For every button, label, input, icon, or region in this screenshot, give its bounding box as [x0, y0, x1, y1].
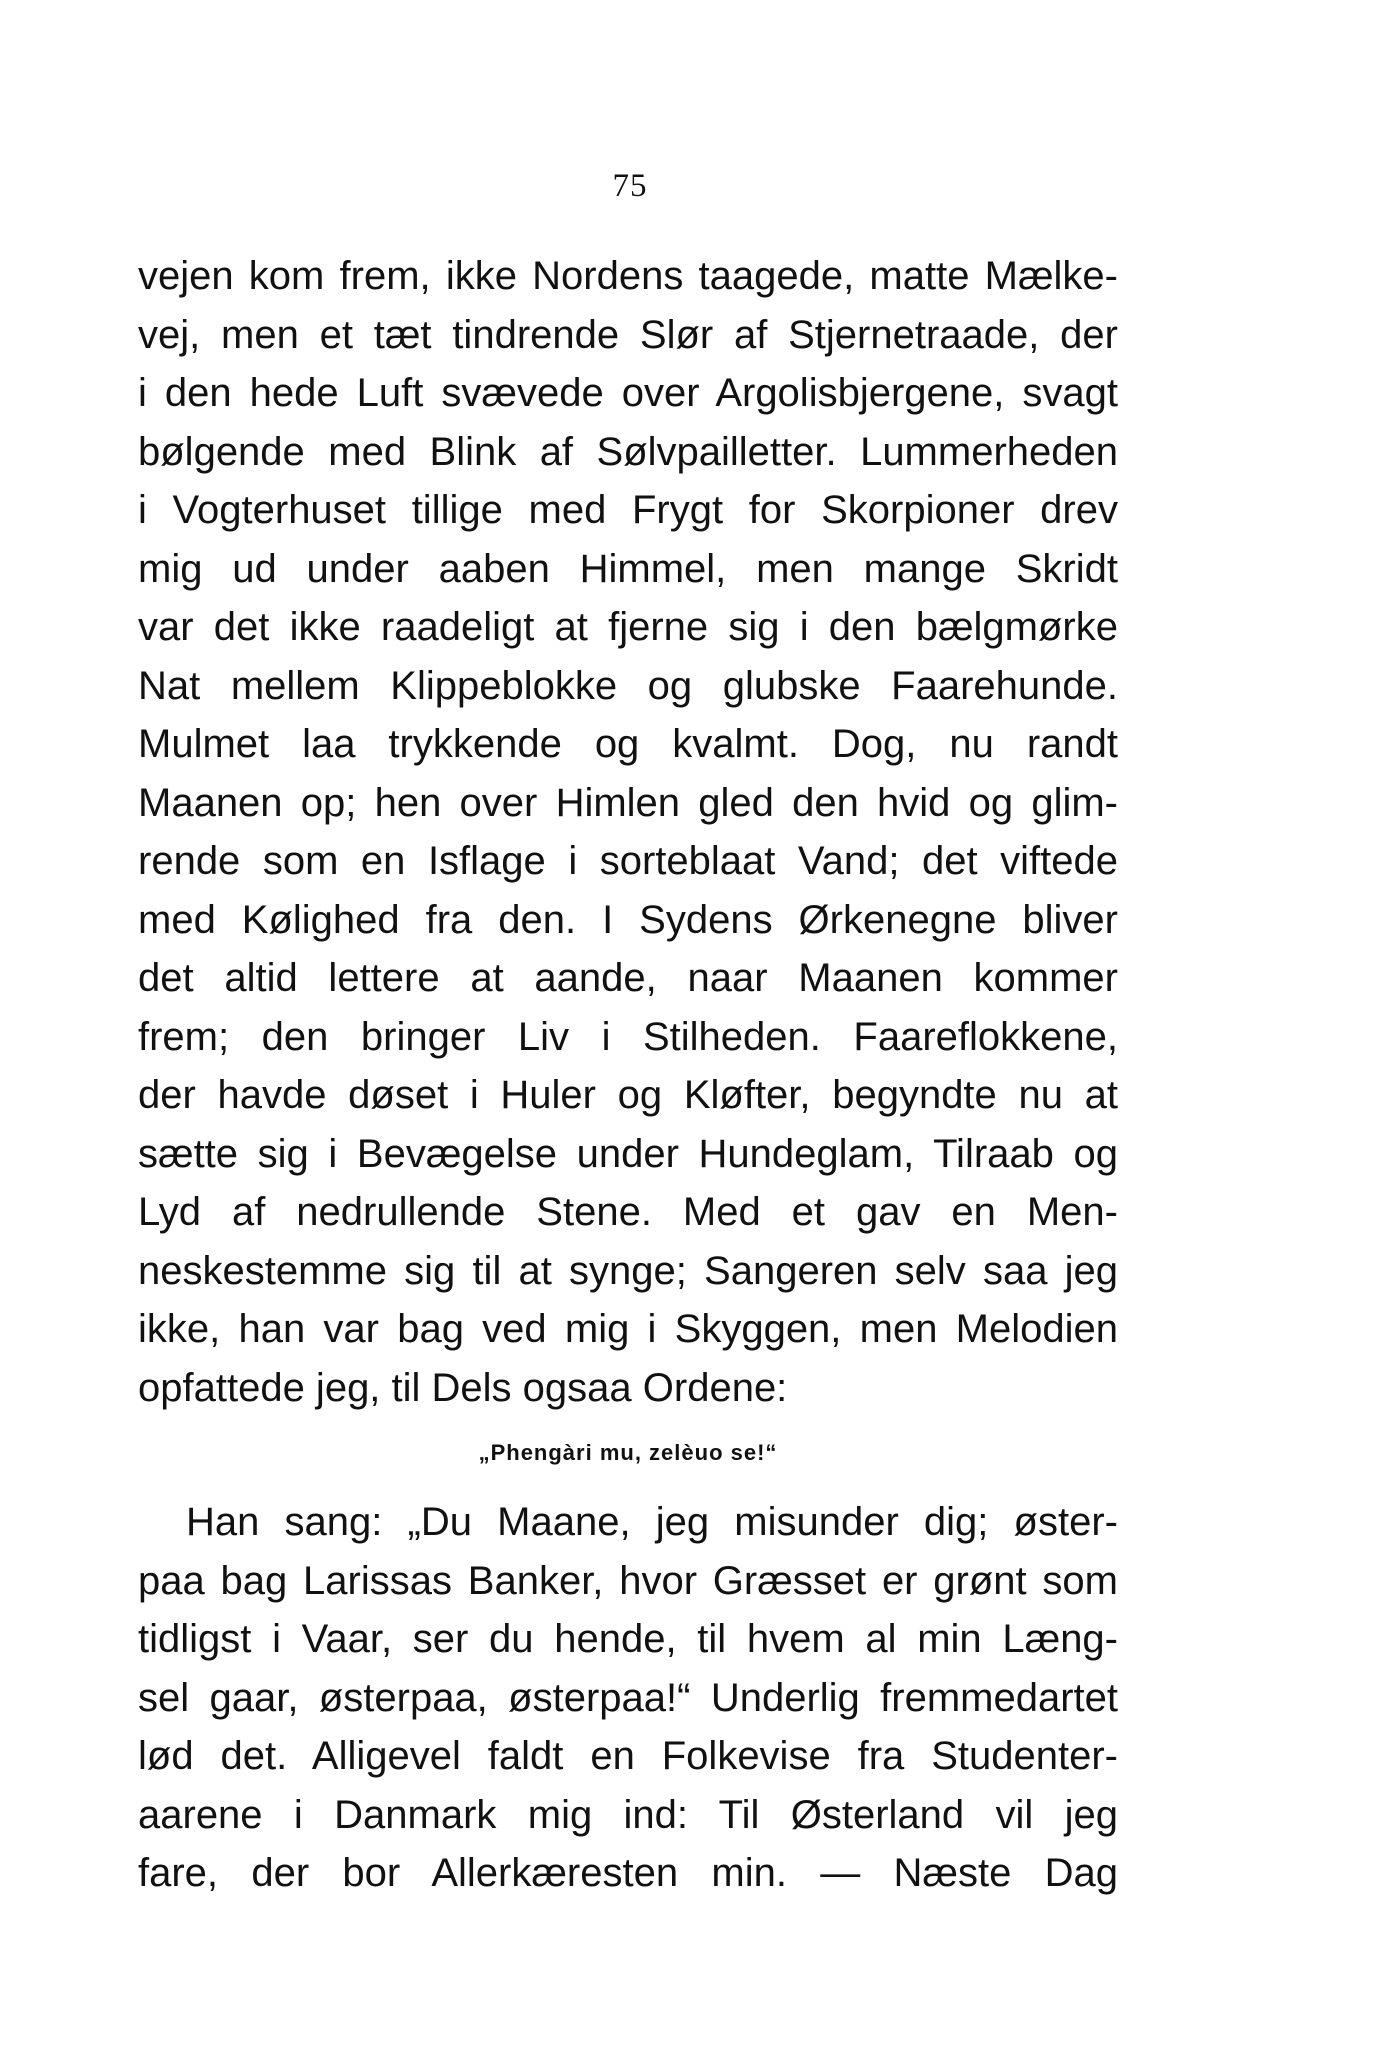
text-line: sætte sig i Bevægelse under Hundeglam, Tilraab og: [138, 1131, 1118, 1176]
text-line: vej, men et tæt tindrende Slør af Stjernetraade, der: [138, 312, 1118, 357]
text-line: var det ikke raadeligt at fjerne sig i den bælgmørke: [138, 605, 1118, 649]
text-line: det altid lettere at aande, naar Maanen kommer: [138, 956, 1118, 1000]
text-line: aarene i Danmark mig ind: Til Østerland vil jeg: [138, 1792, 1118, 1837]
text-line: Maanen op; hen over Himlen gled den hvid og glim-: [138, 780, 1118, 825]
text-line: Lyd af nedrullende Stene. Med et gav en Men-: [138, 1190, 1118, 1234]
text-line: frem; den bringer Liv i Stilheden. Faareflokkene,: [138, 1014, 1118, 1059]
text-line: Mulmet laa trykkende og kvalmt. Dog, nu randt: [138, 722, 1118, 766]
text-line: mig ud under aaben Himmel, men mange Skridt: [138, 546, 1118, 591]
text-line: bølgende med Blink af Sølvpailletter. Lummerheden: [138, 429, 1118, 474]
text-line: i Vogterhuset tillige med Frygt for Skorpioner drev: [138, 488, 1118, 532]
paragraph-2: [138, 1493, 1118, 1903]
text-line: fare, der bor Allerkæresten min. — Næste Dag: [138, 1851, 1118, 1895]
text-line: opfattede jeg, til Dels ogsaa Ordene:: [138, 1365, 788, 1410]
song-quote: „Phengàri mu, zelèuo se!“: [478, 1440, 778, 1465]
text-line: der havde døset i Huler og Kløfter, begyndte nu at: [138, 1073, 1118, 1117]
text-line: Han sang: „Du Maane, jeg misunder dig; øster-: [186, 1500, 1118, 1544]
text-line: tidligst i Vaar, ser du hende, til hvem al min Læng-: [138, 1617, 1118, 1661]
text-line: ikke, han var bag ved mig i Skyggen, men Melodien: [138, 1307, 1118, 1351]
text-line: neskestemme sig til at synge; Sangeren selv saa jeg: [138, 1248, 1118, 1293]
paragraph-1: [138, 247, 1118, 1417]
text-line: paa bag Larissas Banker, hvor Græsset er grønt som: [138, 1558, 1118, 1603]
text-line: med Kølighed fra den. I Sydens Ørkenegne bliver: [138, 897, 1118, 942]
text-line: i den hede Luft svævede over Argolisbjergene, svagt: [138, 371, 1118, 415]
text-line: Nat mellem Klippeblokke og glubske Faarehunde.: [138, 663, 1118, 708]
text-line: lød det. Alligevel faldt en Folkevise fra Studenter-: [138, 1734, 1118, 1778]
text-line: vejen kom frem, ikke Nordens taagede, matte Mælke-: [138, 254, 1118, 298]
text-line: rende som en Isflage i sorteblaat Vand; det viftede: [138, 839, 1118, 883]
text-line: sel gaar, østerpaa, østerpaa!“ Underlig fremmedartet: [138, 1675, 1118, 1720]
page-number: 75: [612, 168, 648, 204]
